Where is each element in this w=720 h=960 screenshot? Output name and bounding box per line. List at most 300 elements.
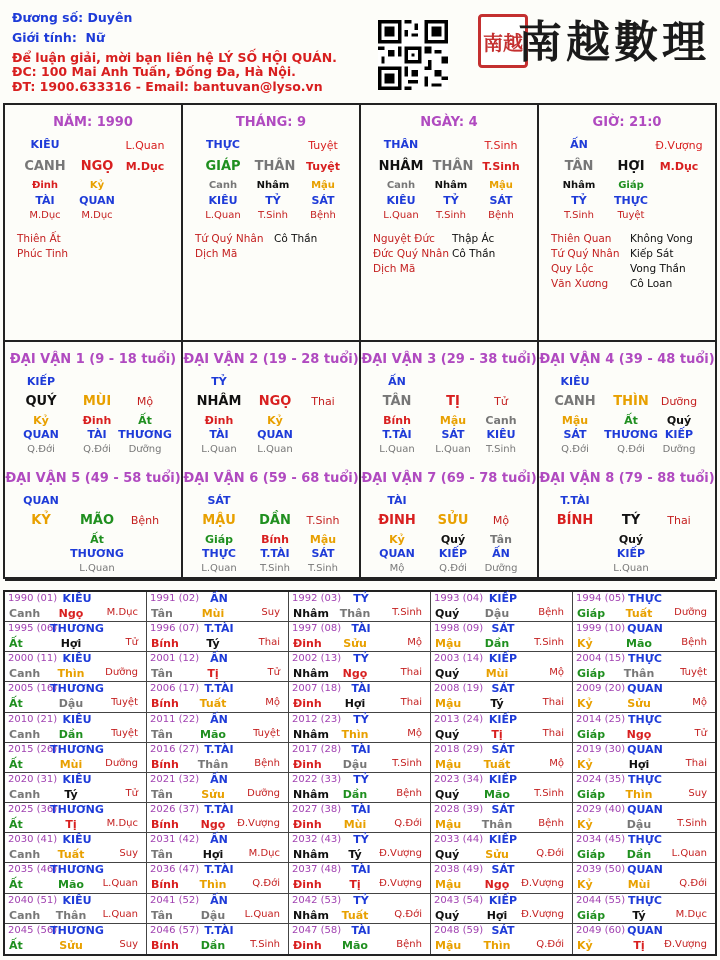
dai-van-god: QUAN bbox=[23, 494, 59, 507]
year-state: Q.Đới bbox=[679, 878, 707, 890]
gender-value: Nữ bbox=[85, 30, 105, 45]
hidden-stem: Quý bbox=[440, 533, 466, 546]
year-label: 2038 (49) bbox=[434, 864, 484, 876]
dai-van-stem: KỶ bbox=[31, 513, 51, 528]
year-cell bbox=[289, 713, 431, 743]
year-god: THƯƠNG bbox=[50, 803, 104, 817]
hidden-state: L.Quan bbox=[201, 563, 237, 574]
year-branch: Sửu bbox=[343, 637, 367, 651]
year-branch: Mão bbox=[200, 727, 226, 741]
year-stem: Canh bbox=[9, 607, 41, 620]
pillar-title: THÁNG: 9 bbox=[235, 115, 307, 130]
hidden-state: Dưỡng bbox=[662, 444, 696, 455]
year-state: T.Sinh bbox=[392, 757, 422, 769]
hidden-state: Q.Đới bbox=[439, 563, 467, 574]
year-god: THỰC bbox=[628, 772, 662, 786]
year-branch: Ngọ bbox=[484, 878, 510, 892]
year-label: 2032 (43) bbox=[292, 834, 342, 846]
hidden-state: Mộ bbox=[389, 563, 405, 574]
year-stem: Đinh bbox=[293, 818, 322, 832]
pillar-top-state: L.Quan bbox=[125, 139, 165, 152]
year-label: 2041 (52) bbox=[150, 894, 200, 906]
year-stem: Tân bbox=[151, 667, 173, 681]
star-left: Dịch Mã bbox=[195, 248, 238, 260]
year-god: TỶ bbox=[353, 712, 369, 726]
year-stem: Quý bbox=[435, 727, 460, 741]
year-label: 2003 (14) bbox=[434, 653, 484, 665]
year-god: THƯƠNG bbox=[50, 742, 104, 756]
year-label: 2035 (46) bbox=[8, 864, 58, 876]
hidden-state: Q.Đới bbox=[617, 444, 645, 455]
year-god: SÁT bbox=[491, 923, 515, 937]
year-state: Dưỡng bbox=[674, 607, 707, 618]
year-state: Thai bbox=[685, 757, 707, 769]
year-branch: Thìn bbox=[625, 787, 653, 801]
year-label: 2029 (40) bbox=[576, 804, 626, 816]
year-branch: Thìn bbox=[199, 878, 227, 892]
year-god: T.TÀI bbox=[204, 803, 234, 817]
hidden-stem: Nhâm bbox=[434, 180, 468, 191]
site-logo: 南越數理 bbox=[518, 17, 710, 68]
year-state: Dưỡng bbox=[247, 787, 280, 799]
year-branch: Hợi bbox=[486, 908, 508, 922]
year-god: KIÊU bbox=[62, 652, 92, 666]
year-state: T.Sinh bbox=[534, 787, 564, 799]
year-god: THƯƠNG bbox=[50, 622, 104, 636]
year-label: 2031 (42) bbox=[150, 834, 200, 846]
year-label: 2028 (39) bbox=[434, 804, 484, 816]
year-state: L.Quan bbox=[671, 848, 707, 860]
year-god: TÀI bbox=[351, 923, 371, 937]
year-stem: Canh bbox=[9, 848, 41, 862]
year-god: TỶ bbox=[353, 592, 369, 605]
branch-state: M.Dục bbox=[659, 160, 699, 173]
year-god: THỰC bbox=[628, 652, 662, 666]
year-stem: Giáp bbox=[577, 607, 606, 620]
year-stem: Giáp bbox=[577, 667, 606, 681]
year-state: L.Quan bbox=[102, 908, 138, 920]
year-god: THƯƠNG bbox=[50, 682, 104, 696]
dai-van-6 bbox=[183, 461, 361, 581]
dai-van-state: Bệnh bbox=[130, 514, 160, 527]
contact-phone-email[interactable]: ĐT: 1900.633316 - Email: bantuvan@lyso.vn bbox=[12, 79, 323, 94]
year-label: 2020 (31) bbox=[8, 773, 58, 785]
year-cell bbox=[573, 592, 715, 622]
dai-van-3 bbox=[361, 342, 539, 461]
dai-van-state: Dưỡng bbox=[660, 395, 698, 408]
hidden-god: T.TÀI bbox=[382, 428, 412, 441]
year-label: 2048 (59) bbox=[434, 924, 484, 936]
hidden-state: Q.Đới bbox=[83, 444, 111, 455]
hidden-god: THƯƠNG bbox=[70, 547, 124, 560]
hidden-god: ẤN bbox=[492, 547, 510, 560]
year-god: THƯƠNG bbox=[50, 863, 104, 877]
year-cell bbox=[5, 743, 147, 773]
year-label: 2006 (17) bbox=[150, 683, 200, 695]
year-cell bbox=[147, 622, 289, 652]
hidden-state: Q.Đới bbox=[27, 444, 55, 455]
year-state: Tuyệt bbox=[680, 667, 707, 679]
star-left: Dịch Mã bbox=[373, 263, 416, 275]
year-cell bbox=[289, 773, 431, 803]
heavenly-stem: NHÂM bbox=[378, 159, 424, 174]
year-stem: Ất bbox=[9, 878, 23, 892]
year-branch: Tý bbox=[64, 787, 78, 801]
year-label: 2024 (35) bbox=[576, 773, 626, 785]
year-stem: Mậu bbox=[435, 757, 462, 771]
dai-van-branch: DẦN bbox=[259, 513, 291, 528]
year-branch: Tị bbox=[207, 667, 219, 681]
star-left: Phúc Tinh bbox=[17, 248, 69, 260]
year-label: 2026 (37) bbox=[150, 804, 200, 816]
year-state: Q.Đới bbox=[394, 818, 422, 830]
year-stem: Canh bbox=[9, 727, 41, 741]
year-label: 1993 (04) bbox=[434, 593, 484, 604]
contact-address: ĐC: 100 Mai Anh Tuấn, Đống Đa, Hà Nội. bbox=[12, 64, 296, 79]
hidden-state: T.Sinh bbox=[486, 444, 516, 455]
year-branch: Tị bbox=[349, 878, 361, 892]
year-branch: Tị bbox=[491, 727, 503, 741]
year-branch: Hợi bbox=[202, 848, 224, 862]
hidden-god: TÀI bbox=[209, 428, 229, 441]
year-branch: Tý bbox=[490, 697, 504, 711]
year-cell bbox=[5, 924, 147, 954]
year-branch: Mùi bbox=[59, 757, 83, 771]
year-cell bbox=[431, 713, 573, 743]
hidden-state: Dưỡng bbox=[128, 444, 162, 455]
year-label: 2043 (54) bbox=[434, 894, 484, 906]
hidden-god: SÁT bbox=[311, 547, 335, 560]
year-stem: Mậu bbox=[435, 878, 462, 892]
star-left: Quy Lộc bbox=[551, 263, 594, 275]
year-stem: Ất bbox=[9, 637, 23, 651]
year-cell bbox=[289, 622, 431, 652]
year-label: 1994 (05) bbox=[576, 593, 626, 604]
year-state: Dưỡng bbox=[105, 667, 138, 679]
year-branch: Thân bbox=[339, 607, 371, 620]
year-stem: Canh bbox=[9, 908, 41, 922]
year-god: KIÊU bbox=[62, 833, 92, 847]
year-cell bbox=[431, 803, 573, 833]
contact-invite: Để luận giải, mời bạn liên hệ LÝ SỐ HỘI QUÁN. bbox=[12, 50, 337, 65]
star-left: Thiên Quan bbox=[551, 233, 612, 245]
year-cell bbox=[573, 713, 715, 743]
dai-van-state: Mộ bbox=[492, 514, 510, 527]
hidden-stem: Ất bbox=[138, 414, 152, 427]
year-cell bbox=[289, 803, 431, 833]
dai-van-stem: NHÂM bbox=[196, 394, 242, 409]
year-state: Thai bbox=[542, 727, 564, 739]
year-god: TÀI bbox=[351, 622, 371, 636]
year-branch: Mùi bbox=[485, 667, 509, 681]
year-state: Mộ bbox=[407, 637, 422, 649]
year-state: Q.Đới bbox=[394, 908, 422, 920]
year-stem: Mậu bbox=[435, 818, 462, 832]
year-god: ẤN bbox=[210, 893, 228, 907]
year-god: KIẾP bbox=[488, 652, 518, 666]
year-cell bbox=[289, 833, 431, 863]
year-label: 1998 (09) bbox=[434, 623, 484, 635]
year-state: Q.Đới bbox=[536, 848, 564, 860]
year-label: 2014 (25) bbox=[576, 713, 626, 725]
year-cell bbox=[431, 924, 573, 954]
year-god: T.TÀI bbox=[204, 622, 234, 636]
star-left: Thiên Ất bbox=[17, 233, 61, 245]
year-god: THỰC bbox=[628, 893, 662, 907]
hidden-state: Tuyệt bbox=[617, 210, 645, 221]
year-stem: Đinh bbox=[293, 938, 322, 952]
dai-van-8 bbox=[539, 461, 715, 581]
year-label: 2011 (22) bbox=[150, 713, 200, 725]
earthly-branch: NGỌ bbox=[80, 159, 114, 174]
year-stem: Giáp bbox=[577, 848, 606, 862]
year-state: Suy bbox=[261, 607, 280, 618]
dai-van-title: ĐẠI VẬN 1 (9 - 18 tuổi) bbox=[9, 352, 177, 367]
year-stem: Nhâm bbox=[293, 667, 329, 681]
year-cell bbox=[147, 682, 289, 712]
year-state: Bệnh bbox=[538, 818, 564, 830]
year-state: Tử bbox=[125, 637, 138, 649]
dai-van-stem: ĐINH bbox=[378, 513, 416, 528]
year-state: Mộ bbox=[692, 697, 707, 709]
year-label: 2042 (53) bbox=[292, 894, 342, 906]
year-state: T.Sinh bbox=[677, 818, 707, 830]
year-stem: Bính bbox=[151, 938, 179, 952]
hidden-god: KIÊU bbox=[208, 194, 238, 207]
hidden-god: THỰC bbox=[202, 547, 236, 560]
year-state: Thai bbox=[400, 697, 422, 709]
year-branch: Dậu bbox=[342, 757, 368, 771]
year-branch: Thân bbox=[197, 757, 229, 771]
year-god: QUAN bbox=[627, 863, 663, 877]
year-label: 2017 (28) bbox=[292, 743, 342, 755]
year-label: 2049 (60) bbox=[576, 924, 626, 936]
year-branch: Mão bbox=[484, 787, 510, 801]
hidden-stem: Quý bbox=[618, 533, 644, 546]
year-label: 2007 (18) bbox=[292, 683, 342, 695]
year-god: TÀI bbox=[351, 682, 371, 696]
year-branch: Dậu bbox=[58, 697, 84, 711]
hidden-state: L.Quan bbox=[205, 210, 241, 221]
dai-van-section bbox=[5, 342, 715, 581]
year-god: KIÊU bbox=[62, 712, 92, 726]
hidden-state: M.Dục bbox=[29, 210, 61, 221]
year-stem: Tân bbox=[151, 848, 173, 862]
hidden-god: TÀI bbox=[87, 428, 107, 441]
year-stem: Tân bbox=[151, 787, 173, 801]
year-branch: Tuất bbox=[57, 848, 85, 862]
year-god: THỰC bbox=[628, 712, 662, 726]
hidden-god: SÁT bbox=[489, 194, 513, 207]
hidden-state: L.Quan bbox=[383, 210, 419, 221]
year-cell bbox=[431, 622, 573, 652]
hidden-stem: Bính bbox=[383, 414, 411, 427]
hidden-state: T.Sinh bbox=[260, 563, 290, 574]
branch-state: Tuyệt bbox=[305, 160, 341, 173]
year-god: ẤN bbox=[210, 772, 228, 786]
year-label: 1995 (06) bbox=[8, 623, 58, 635]
year-god: KIÊU bbox=[62, 592, 92, 605]
year-branch: Sửu bbox=[201, 787, 225, 801]
pillar-god: THÂN bbox=[383, 138, 419, 151]
pillar-title: NĂM: 1990 bbox=[53, 115, 133, 130]
year-branch: Dần bbox=[342, 787, 368, 801]
year-branch: Dần bbox=[484, 637, 510, 651]
star-left: Tứ Quý Nhân bbox=[551, 248, 620, 260]
heavenly-stem: TÂN bbox=[564, 159, 594, 174]
year-state: Tử bbox=[125, 787, 138, 799]
year-cell bbox=[289, 592, 431, 622]
year-label: 2008 (19) bbox=[434, 683, 484, 695]
year-cell bbox=[5, 803, 147, 833]
year-god: TỶ bbox=[353, 833, 369, 847]
hidden-stem: Ất bbox=[90, 533, 104, 546]
year-god: ẤN bbox=[210, 833, 228, 847]
year-stem: Ất bbox=[9, 818, 23, 832]
year-state: M.Dục bbox=[675, 908, 707, 920]
year-god: SÁT bbox=[491, 803, 515, 817]
hidden-stem: Giáp bbox=[204, 533, 234, 546]
year-cell bbox=[5, 682, 147, 712]
dai-van-branch: SỬU bbox=[437, 513, 469, 528]
year-god: ẤN bbox=[210, 592, 228, 605]
year-cell bbox=[147, 863, 289, 893]
year-state: T.Sinh bbox=[250, 938, 280, 950]
year-stem: Kỷ bbox=[577, 878, 593, 892]
dai-van-1 bbox=[5, 342, 183, 461]
year-stem: Nhâm bbox=[293, 787, 329, 801]
year-branch: Ngọ bbox=[58, 607, 84, 620]
dai-van-state: T.Sinh bbox=[306, 514, 340, 527]
star-right: Không Vong bbox=[630, 233, 693, 245]
year-state: Q.Đới bbox=[536, 938, 564, 950]
heavenly-stem: GIÁP bbox=[205, 159, 241, 174]
year-label: 2034 (45) bbox=[576, 834, 626, 846]
star-left: Nguyệt Đức bbox=[373, 233, 435, 245]
year-cell bbox=[431, 894, 573, 924]
year-stem: Kỷ bbox=[577, 818, 593, 832]
year-label: 1992 (03) bbox=[292, 593, 342, 604]
year-label: 2027 (38) bbox=[292, 804, 342, 816]
year-branch: Hợi bbox=[344, 697, 366, 711]
hidden-state: L.Quan bbox=[79, 563, 115, 574]
year-label: 1997 (08) bbox=[292, 623, 342, 635]
year-god: TÀI bbox=[351, 803, 371, 817]
year-branch: Thân bbox=[623, 667, 655, 681]
year-label: 2021 (32) bbox=[150, 773, 200, 785]
year-cell bbox=[431, 863, 573, 893]
chart-grid bbox=[3, 103, 717, 579]
year-state: Bệnh bbox=[254, 757, 280, 769]
year-state: Đ.Vượng bbox=[521, 878, 564, 890]
dai-van-god: KIẾP bbox=[26, 375, 56, 388]
year-branch: Tị bbox=[65, 818, 77, 832]
dai-van-stem: TÂN bbox=[382, 394, 412, 409]
year-branch: Dần bbox=[626, 848, 652, 862]
hidden-god: KIÊU bbox=[486, 428, 516, 441]
year-cell bbox=[289, 652, 431, 682]
pillar-1 bbox=[5, 105, 183, 340]
year-stem: Ất bbox=[9, 697, 23, 711]
year-label: 2022 (33) bbox=[292, 773, 342, 785]
year-god: KIÊU bbox=[62, 772, 92, 786]
hidden-stem: Nhâm bbox=[562, 180, 596, 191]
hidden-state: T.Sinh bbox=[308, 563, 338, 574]
year-branch: Tý bbox=[206, 637, 220, 651]
year-branch: Mão bbox=[626, 637, 652, 651]
year-stem: Quý bbox=[435, 667, 460, 681]
year-god: QUAN bbox=[627, 742, 663, 756]
year-cell bbox=[147, 713, 289, 743]
gender-line bbox=[12, 30, 105, 45]
year-label: 2045 (56) bbox=[8, 924, 58, 936]
star-right: Cô Thần bbox=[452, 248, 496, 260]
year-label: 2036 (47) bbox=[150, 864, 200, 876]
hidden-stem: Canh bbox=[485, 414, 517, 427]
year-label: 2044 (55) bbox=[576, 894, 626, 906]
year-branch: Thân bbox=[481, 818, 513, 832]
year-label: 2046 (57) bbox=[150, 924, 200, 936]
dai-van-branch: NGỌ bbox=[258, 394, 292, 409]
year-stem: Kỷ bbox=[577, 757, 593, 771]
year-state: Tuyệt bbox=[111, 727, 138, 739]
year-god: KIẾP bbox=[488, 833, 518, 847]
year-label: 2016 (27) bbox=[150, 743, 200, 755]
dai-van-branch: TÝ bbox=[621, 513, 641, 528]
year-branch: Tý bbox=[632, 908, 646, 922]
year-stem: Bính bbox=[151, 878, 179, 892]
hidden-state: L.Quan bbox=[613, 563, 649, 574]
year-branch: Thìn bbox=[483, 938, 511, 952]
hidden-stem: Giáp bbox=[618, 180, 644, 191]
year-god: QUAN bbox=[627, 803, 663, 817]
year-label: 2033 (44) bbox=[434, 834, 484, 846]
hidden-state: L.Quan bbox=[257, 444, 293, 455]
year-branch: Tuất bbox=[483, 757, 511, 771]
hidden-stem: Bính bbox=[261, 533, 289, 546]
year-stem: Nhâm bbox=[293, 848, 329, 862]
year-state: Mộ bbox=[265, 697, 280, 709]
hidden-god: KIẾP bbox=[616, 547, 646, 560]
year-label: 2023 (34) bbox=[434, 773, 484, 785]
year-cell bbox=[573, 682, 715, 712]
earthly-branch: THÂN bbox=[254, 159, 296, 174]
year-cell bbox=[573, 863, 715, 893]
qr-code[interactable] bbox=[378, 20, 448, 90]
year-cell bbox=[5, 863, 147, 893]
year-branch: Dậu bbox=[626, 818, 652, 832]
year-label: 1996 (07) bbox=[150, 623, 200, 635]
hidden-state: M.Dục bbox=[81, 210, 113, 221]
hidden-state: Q.Đới bbox=[561, 444, 589, 455]
hidden-god: TỶ bbox=[443, 194, 459, 207]
dai-van-title: ĐẠI VẬN 6 (59 - 68 tuổi) bbox=[183, 471, 359, 486]
year-label: 2015 (26) bbox=[8, 743, 58, 755]
hidden-god: THƯƠNG bbox=[604, 428, 658, 441]
year-branch: Dậu bbox=[484, 607, 510, 620]
year-cell bbox=[431, 592, 573, 622]
year-cell bbox=[573, 652, 715, 682]
year-branch: Thân bbox=[55, 908, 87, 922]
year-stem: Bính bbox=[151, 637, 179, 651]
dai-van-state: Thai bbox=[667, 514, 691, 527]
year-label: 2040 (51) bbox=[8, 894, 58, 906]
year-cell bbox=[573, 773, 715, 803]
pillar-2 bbox=[183, 105, 361, 340]
year-stem: Canh bbox=[9, 667, 41, 681]
year-label: 2009 (20) bbox=[576, 683, 626, 695]
hidden-god: QUAN bbox=[257, 428, 293, 441]
